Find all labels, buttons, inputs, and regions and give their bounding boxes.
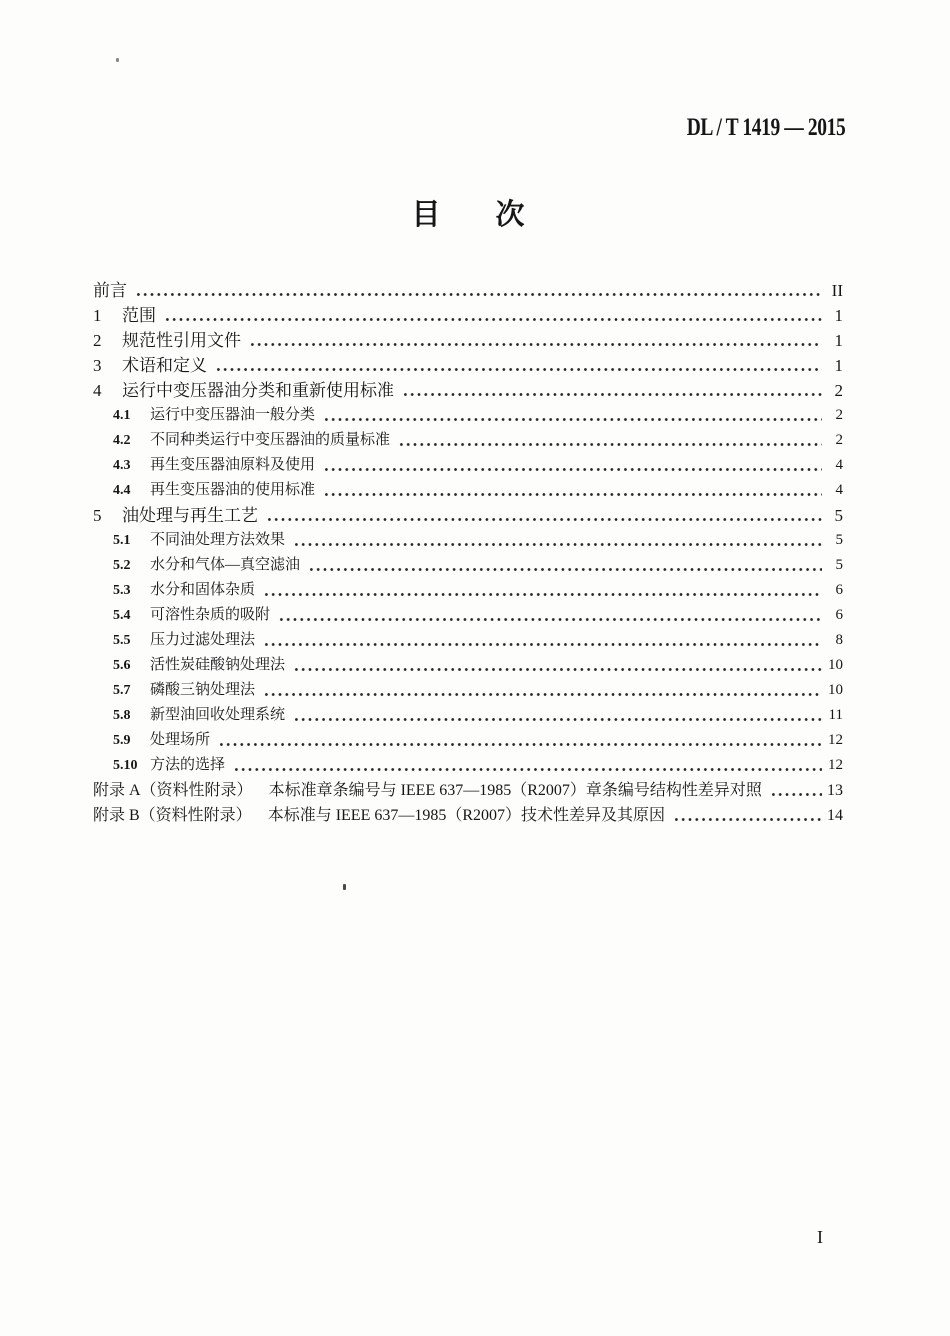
toc-entry-page: 5 — [834, 506, 843, 525]
dot-leader — [322, 403, 822, 428]
toc-entry-title: 磷酸三钠处理法 — [150, 682, 256, 698]
toc-entry-page: 6 — [835, 607, 843, 623]
dot-leader — [265, 503, 822, 528]
toc-entry-title: 方法的选择 — [150, 757, 226, 773]
dot-leader — [769, 778, 822, 803]
toc-entry — [93, 803, 843, 828]
toc-entry-number: 5.4 — [113, 608, 131, 623]
footer-page-number: I — [817, 1227, 823, 1247]
toc-entry-number: 5.1 — [113, 533, 131, 548]
scan-speck — [343, 884, 346, 890]
toc-entry-number: 附录 B（资料性附录） — [93, 807, 252, 824]
toc-entry-number: 5.7 — [113, 683, 131, 698]
dot-leader — [262, 628, 822, 653]
toc-entry — [93, 278, 843, 303]
dot-leader — [397, 428, 822, 453]
toc-entry — [93, 378, 843, 403]
dot-leader — [277, 603, 822, 628]
dot-leader — [307, 553, 822, 578]
toc-entry-page: 10 — [828, 682, 843, 698]
toc-entry-page: 2 — [835, 432, 843, 448]
toc-entry-number: 附录 A（资料性附录） — [93, 782, 253, 799]
toc-entry-number: 5.8 — [113, 708, 131, 723]
toc-entry-title: 前言 — [93, 281, 127, 300]
scan-speck — [116, 58, 119, 62]
dot-leader — [163, 303, 822, 328]
dot-leader — [292, 653, 822, 678]
toc-entry — [93, 778, 843, 803]
toc-entry — [93, 753, 843, 778]
toc-entry — [93, 428, 843, 453]
dot-leader — [248, 328, 822, 353]
toc-entry-page: 4 — [835, 457, 843, 473]
toc-entry-number: 5.3 — [113, 583, 131, 598]
dot-leader — [262, 678, 822, 703]
dot-leader — [292, 703, 822, 728]
toc-entry — [93, 728, 843, 753]
toc-entry — [93, 328, 843, 353]
toc-entry-title: 规范性引用文件 — [122, 331, 241, 350]
toc-entry-title: 不同种类运行中变压器油的质量标准 — [150, 432, 391, 448]
toc-entry-page: 14 — [827, 807, 843, 824]
dot-leader — [214, 353, 822, 378]
dot-leader — [262, 578, 822, 603]
toc-entry — [93, 628, 843, 653]
toc-entry-title: 活性炭硅酸钠处理法 — [150, 657, 286, 673]
toc-entry — [93, 303, 843, 328]
toc-entry-title: 新型油回收处理系统 — [150, 707, 286, 723]
toc-entry — [93, 603, 843, 628]
toc-entry-page: 11 — [828, 707, 843, 723]
toc-entry-page: 12 — [828, 732, 843, 748]
toc-entry-page: 8 — [835, 632, 843, 648]
dot-leader — [672, 803, 822, 828]
toc-entry-number: 5.6 — [113, 658, 131, 673]
toc-entry — [93, 678, 843, 703]
toc-entry-title: 本标准章条编号与 IEEE 637—1985（R2007）章条编号结构性差异对照 — [268, 782, 762, 799]
table-of-contents — [93, 278, 843, 828]
toc-entry-title: 运行中变压器油一般分类 — [150, 407, 316, 423]
toc-entry-number: 5.5 — [113, 633, 131, 648]
toc-entry — [93, 453, 843, 478]
toc-entry-title: 本标准与 IEEE 637—1985（R2007）技术性差异及其原因 — [267, 807, 666, 824]
dot-leader — [134, 278, 822, 303]
toc-entry — [93, 503, 843, 528]
toc-entry-number: 4.2 — [113, 433, 131, 448]
toc-entry-page: 10 — [828, 657, 843, 673]
toc-entry-page: 6 — [835, 582, 843, 598]
toc-entry-title: 再生变压器油的使用标准 — [150, 482, 316, 498]
toc-entry-page: 13 — [827, 782, 843, 799]
toc-entry-title: 运行中变压器油分类和重新使用标准 — [122, 381, 394, 400]
toc-entry — [93, 478, 843, 503]
toc-entry-page: 1 — [834, 331, 843, 350]
toc-entry-number: 5.10 — [113, 758, 138, 773]
toc-entry-title: 再生变压器油原料及使用 — [150, 457, 316, 473]
toc-entry-title: 水分和气体—真空滤油 — [150, 557, 301, 573]
toc-entry-number: 4.3 — [113, 458, 131, 473]
toc-entry-number: 4.1 — [113, 408, 131, 423]
toc-entry-page: 4 — [835, 482, 843, 498]
toc-entry-number: 5.2 — [113, 558, 131, 573]
toc-entry-title: 水分和固体杂质 — [150, 582, 256, 598]
toc-entry-page: 5 — [835, 532, 843, 548]
dot-leader — [217, 728, 822, 753]
dot-leader — [292, 528, 822, 553]
toc-entry — [93, 553, 843, 578]
toc-entry-title: 不同油处理方法效果 — [150, 532, 286, 548]
page-title: 目 次 — [411, 199, 538, 231]
dot-leader — [322, 453, 822, 478]
toc-entry — [93, 528, 843, 553]
toc-entry-title: 术语和定义 — [122, 356, 207, 375]
toc-entry-number: 5.9 — [113, 733, 131, 748]
toc-entry-number: 3 — [93, 356, 102, 375]
toc-entry-title: 可溶性杂质的吸附 — [150, 607, 271, 623]
dot-leader — [401, 378, 822, 403]
toc-entry — [93, 578, 843, 603]
toc-entry-page: 5 — [835, 557, 843, 573]
toc-entry-number: 5 — [93, 506, 102, 525]
toc-entry — [93, 653, 843, 678]
toc-entry-number: 4.4 — [113, 483, 131, 498]
toc-entry-page: 1 — [834, 356, 843, 375]
toc-entry-number: 1 — [93, 306, 102, 325]
toc-entry — [93, 403, 843, 428]
toc-entry-title: 处理场所 — [150, 732, 211, 748]
dot-leader — [322, 478, 822, 503]
toc-entry-number: 2 — [93, 331, 102, 350]
dot-leader — [232, 753, 822, 778]
toc-entry-number: 4 — [93, 381, 102, 400]
toc-entry — [93, 703, 843, 728]
toc-entry-page: 2 — [835, 407, 843, 423]
toc-entry-page: 12 — [828, 757, 843, 773]
toc-entry-page: II — [831, 281, 843, 300]
toc-entry — [93, 353, 843, 378]
toc-entry-title: 范围 — [122, 306, 156, 325]
toc-entry-title: 油处理与再生工艺 — [122, 506, 258, 525]
toc-entry-page: 2 — [834, 381, 843, 400]
toc-entry-page: 1 — [834, 306, 843, 325]
toc-entry-title: 压力过滤处理法 — [150, 632, 256, 648]
standard-code: DL / T 1419 — 2015 — [686, 114, 845, 141]
